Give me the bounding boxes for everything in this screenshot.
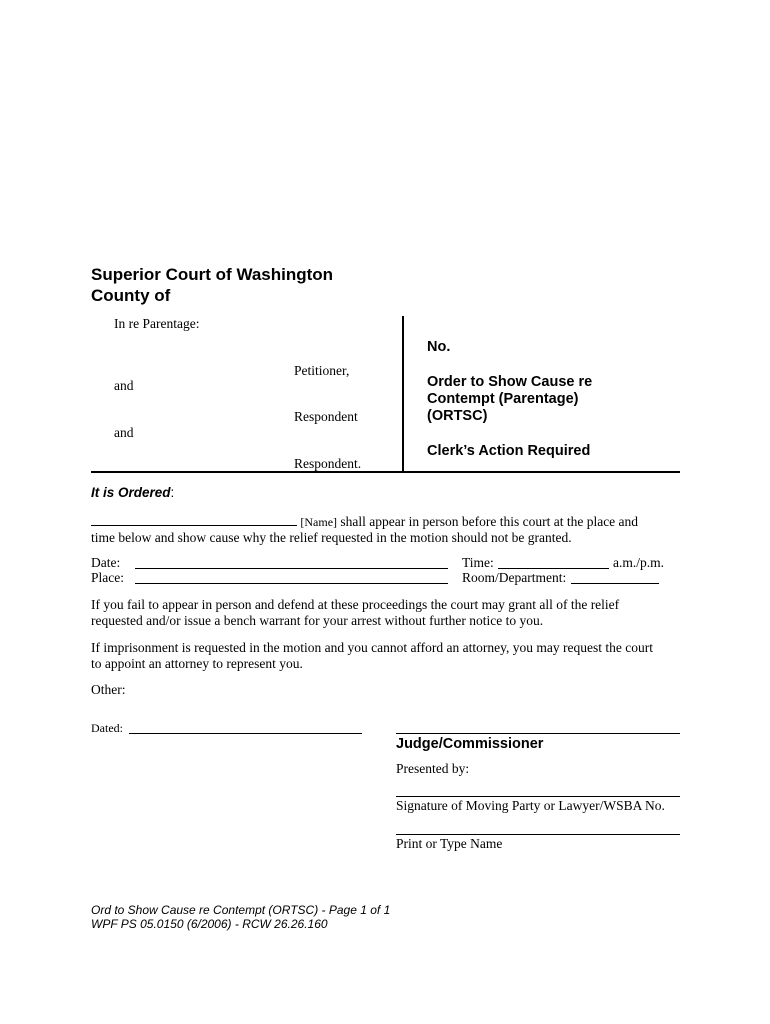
footer-line-2: WPF PS 05.0150 (6/2006) - RCW 26.26.160: [91, 917, 328, 931]
ampm-label: a.m./p.m.: [613, 555, 664, 570]
order-heading-text: It is Ordered: [91, 485, 171, 500]
and-label-1: and: [114, 378, 134, 393]
court-header: [91, 264, 333, 306]
time-label: Time:: [462, 555, 494, 570]
order-heading-colon: :: [170, 485, 175, 500]
print-name-line[interactable]: [396, 834, 680, 835]
respondent-label-2: Respondent.: [294, 456, 362, 471]
moving-party-signature-line[interactable]: [396, 796, 680, 797]
caption-bottom-rule: [91, 471, 680, 473]
clerk-action-label: Clerk’s Action Required: [427, 443, 591, 459]
name-tag: [Name]: [300, 514, 338, 529]
print-name-label: Print or Type Name: [396, 836, 503, 851]
place-label: Place:: [91, 570, 124, 585]
document-title-line-3: (ORTSC): [427, 408, 488, 424]
time-blank[interactable]: [498, 568, 609, 569]
warning-line-1: If you fail to appear in person and defend at these proceedings the court may grant all of the relief: [91, 597, 620, 612]
document-title-line-2: Contempt (Parentage): [427, 391, 579, 407]
other-label: Other:: [91, 682, 126, 697]
respondent-label-1: Respondent: [294, 409, 358, 424]
signature-label: Signature of Moving Party or Lawyer/WSBA No.: [396, 798, 665, 813]
imprisonment-paragraph: [91, 640, 691, 672]
county-label: County of: [91, 286, 171, 305]
dated-label: Dated:: [91, 721, 123, 735]
footer-line-1: Ord to Show Cause re Contempt (ORTSC) - Page 1 of 1: [91, 903, 391, 917]
room-department-label: Room/Department:: [462, 570, 567, 585]
dated-blank[interactable]: [129, 733, 362, 734]
name-blank[interactable]: [91, 512, 297, 526]
order-heading: [91, 485, 174, 500]
presented-by-label: Presented by:: [396, 761, 470, 776]
warning-line-2: requested and/or issue a bench warrant for your arrest without further notice to you.: [91, 613, 544, 628]
judge-commissioner-label: Judge/Commissioner: [396, 736, 544, 752]
petitioner-label: Petitioner,: [294, 363, 350, 378]
warning-paragraph: [91, 597, 691, 629]
document-title-line-1: Order to Show Cause re: [427, 374, 593, 390]
appear-text-line-1: shall appear in person before this court at the place and: [340, 513, 639, 529]
appear-text-line-2: time below and show cause why the relief requested in the motion should not be granted.: [91, 529, 572, 545]
imprisonment-line-1: If imprisonment is requested in the motion and you cannot afford an attorney, you may request the court: [91, 640, 653, 655]
document-title: [427, 374, 592, 425]
and-label-2: and: [114, 425, 134, 440]
imprisonment-line-2: to appoint an attorney to represent you.: [91, 656, 303, 671]
case-number-label: No.: [427, 339, 451, 355]
date-label: Date:: [91, 555, 121, 570]
page-footer: [91, 903, 390, 931]
place-blank[interactable]: [135, 583, 448, 584]
room-department-blank[interactable]: [571, 583, 659, 584]
judge-signature-line[interactable]: [396, 733, 680, 734]
court-name: Superior Court of Washington: [91, 265, 334, 284]
appearance-paragraph: [91, 512, 681, 546]
caption-vertical-divider: [402, 316, 404, 472]
in-re-label: In re Parentage:: [114, 316, 200, 331]
date-blank[interactable]: [135, 568, 448, 569]
